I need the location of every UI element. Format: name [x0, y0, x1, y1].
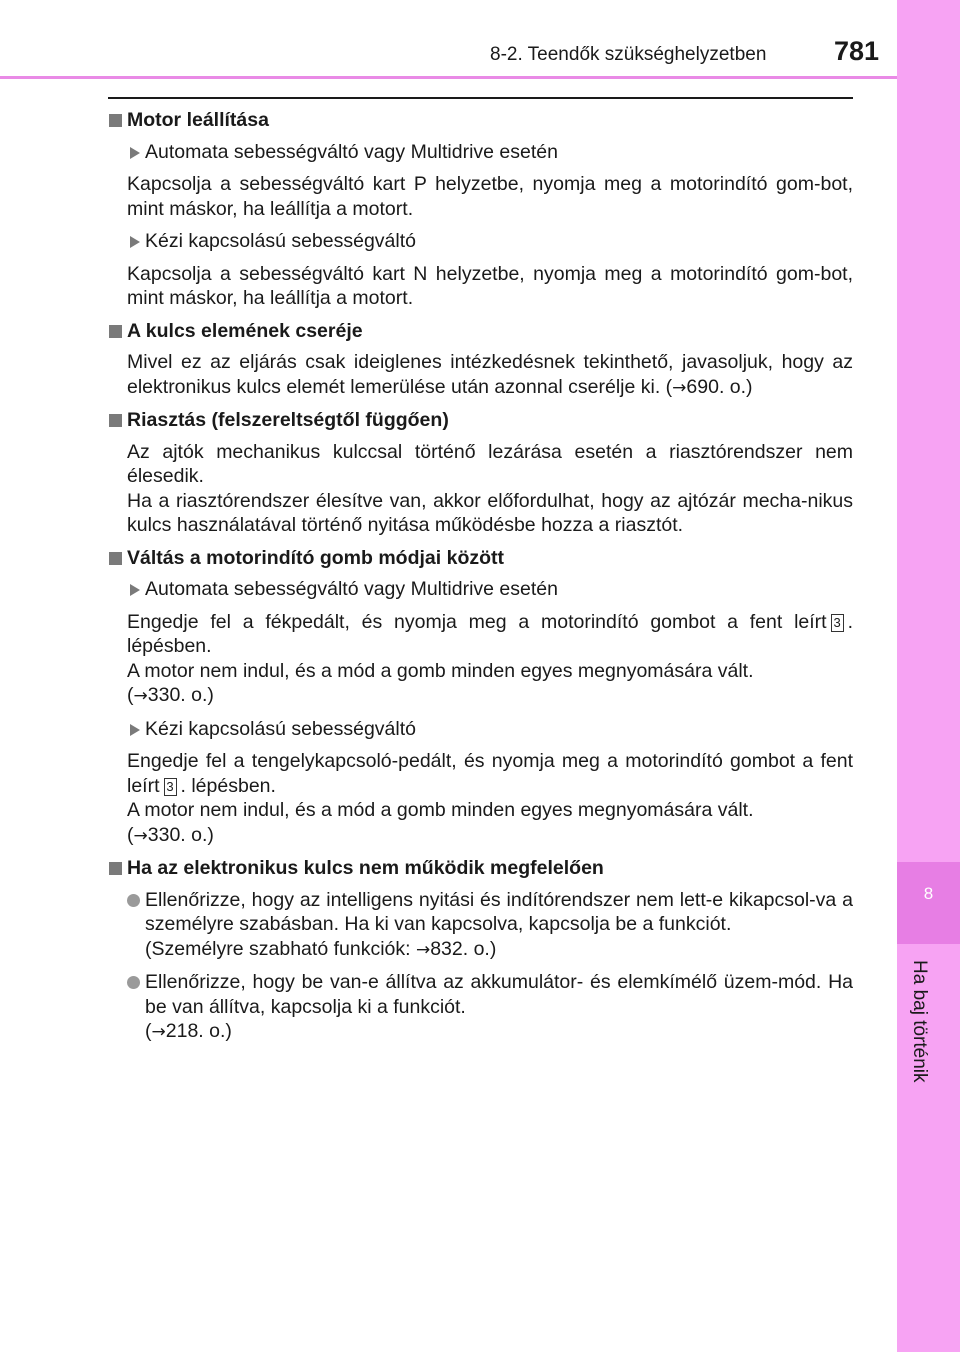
- arrow-icon: →: [151, 1022, 166, 1042]
- list-item: [108, 888, 853, 963]
- section-heading: [108, 408, 853, 433]
- header-rule: [0, 76, 897, 79]
- subheading-text: Automata sebességváltó vagy Multidrive esetén: [145, 578, 558, 600]
- list-item-text: Ellenőrizze, hogy be van-e állítva az akkumulátor- és elemkímélő üzem-mód. Ha be van állítva, kapcsolja ki a funkciót.: [145, 971, 853, 1018]
- paragraph-text: Engedje fel a tengelykapcsoló-pedált, és nyomja meg a motorindító gombot a fent leírt: [127, 750, 853, 797]
- paragraph: [108, 823, 853, 849]
- paragraph-text: Engedje fel a fékpedált, és nyomja meg a motorindító gombot a fent leírt: [127, 610, 827, 633]
- page-number: 781: [834, 36, 880, 66]
- paragraph-text: Mivel ez az eljárás csak ideiglenes intézkedésnek tekinthető, javasoljuk, hogy az elektronikus kulcs elemét lemerülése után azonnal cserélje ki. (: [127, 351, 853, 398]
- paragraph: A motor nem indul, és a mód a gomb minden egyes megnyomására vált.: [127, 659, 754, 682]
- paragraph: [108, 683, 853, 709]
- content-body: [108, 108, 853, 1053]
- paragraph: [108, 610, 853, 659]
- triangle-bullet-icon: [130, 236, 140, 248]
- page-reference[interactable]: 690. o.): [686, 375, 753, 398]
- subheading-text: Kézi kapcsolású sebességváltó: [145, 230, 416, 252]
- chapter-number: 8: [923, 884, 934, 903]
- triangle-bullet-icon: [130, 584, 140, 596]
- triangle-bullet-icon: [130, 147, 140, 159]
- heading-text: A kulcs elemének cseréje: [127, 319, 363, 342]
- paren-open: (: [127, 684, 134, 706]
- paragraph: Ha a riasztórendszer élesítve van, akkor előfordulhat, hogy az ajtózár mecha-nikus kulcs használatával történő nyitása működésbe hozza a riasztót.: [127, 489, 853, 536]
- list-item-text: (Személyre szabható funkciók:: [145, 937, 416, 960]
- heading-text: Váltás a motorindító gomb módjai között: [127, 546, 505, 569]
- arrow-icon: →: [415, 939, 431, 960]
- square-bullet-icon: [109, 114, 122, 127]
- square-bullet-icon: [109, 552, 122, 565]
- arrow-icon: →: [133, 686, 148, 706]
- section-title: 8-2. Teendők szükséghelyzetben: [490, 44, 767, 65]
- paragraph: Az ajtók mechanikus kulccsal történő lezárása esetén a riasztórendszer nem élesedik.: [127, 440, 853, 487]
- section-heading: [108, 319, 853, 344]
- paren-open: (: [145, 1020, 152, 1042]
- heading-text: Motor leállítása: [127, 109, 269, 131]
- paragraph: A motor nem indul, és a mód a gomb minden egyes megnyomására vált.: [127, 799, 754, 821]
- paren-open: (: [127, 823, 134, 846]
- paragraph-text: . lépésben.: [127, 610, 853, 657]
- step-number-badge: 3: [831, 614, 844, 632]
- paragraph: [108, 749, 853, 798]
- subheading: [108, 717, 853, 742]
- chapter-side-tab[interactable]: [897, 0, 960, 1352]
- square-bullet-icon: [109, 414, 122, 427]
- square-bullet-icon: [109, 325, 122, 338]
- subheading: [108, 577, 853, 602]
- paragraph: [108, 350, 853, 400]
- paragraph: Kapcsolja a sebességváltó kart P helyzetbe, nyomja meg a motorindító gom-bot, mint máskor, ha leállítja a motort.: [127, 173, 853, 220]
- content-top-rule: [108, 97, 853, 99]
- chapter-title: Ha baj történik: [909, 960, 930, 1083]
- round-bullet-icon: [127, 894, 140, 907]
- subheading: [108, 140, 853, 165]
- list-item-text: Ellenőrizze, hogy az intelligens nyitási és indítórendszer nem lett-e kikapcsol-va a személyre szabásban. Ha ki van kapcsolva, kapcsolja be a funkciót.: [145, 888, 853, 935]
- section-heading: [108, 546, 853, 571]
- step-number-badge: 3: [164, 778, 177, 796]
- heading-text: Ha az elektronikus kulcs nem működik megfelelően: [127, 857, 604, 879]
- subheading-text: Kézi kapcsolású sebességváltó: [145, 717, 416, 740]
- page-reference[interactable]: 218. o.): [165, 1020, 232, 1042]
- square-bullet-icon: [109, 862, 122, 875]
- page-reference[interactable]: 330. o.): [147, 823, 214, 846]
- list-item: [108, 970, 853, 1045]
- subheading: [108, 229, 853, 254]
- subheading-text: Automata sebességváltó vagy Multidrive esetén: [145, 140, 558, 163]
- paragraph: Kapcsolja a sebességváltó kart N helyzetbe, nyomja meg a motorindító gom-bot, mint máskor, ha leállítja a motort.: [127, 262, 853, 309]
- round-bullet-icon: [127, 976, 140, 989]
- heading-text: Riasztás (felszereltségtől függően): [127, 409, 449, 431]
- triangle-bullet-icon: [130, 724, 140, 736]
- arrow-icon: →: [672, 377, 687, 398]
- section-heading: [108, 856, 853, 881]
- page-reference[interactable]: 330. o.): [147, 684, 214, 706]
- section-heading: [108, 108, 853, 133]
- arrow-icon: →: [133, 825, 148, 846]
- paragraph-text: . lépésben.: [180, 774, 276, 797]
- page-reference[interactable]: 832. o.): [430, 937, 497, 960]
